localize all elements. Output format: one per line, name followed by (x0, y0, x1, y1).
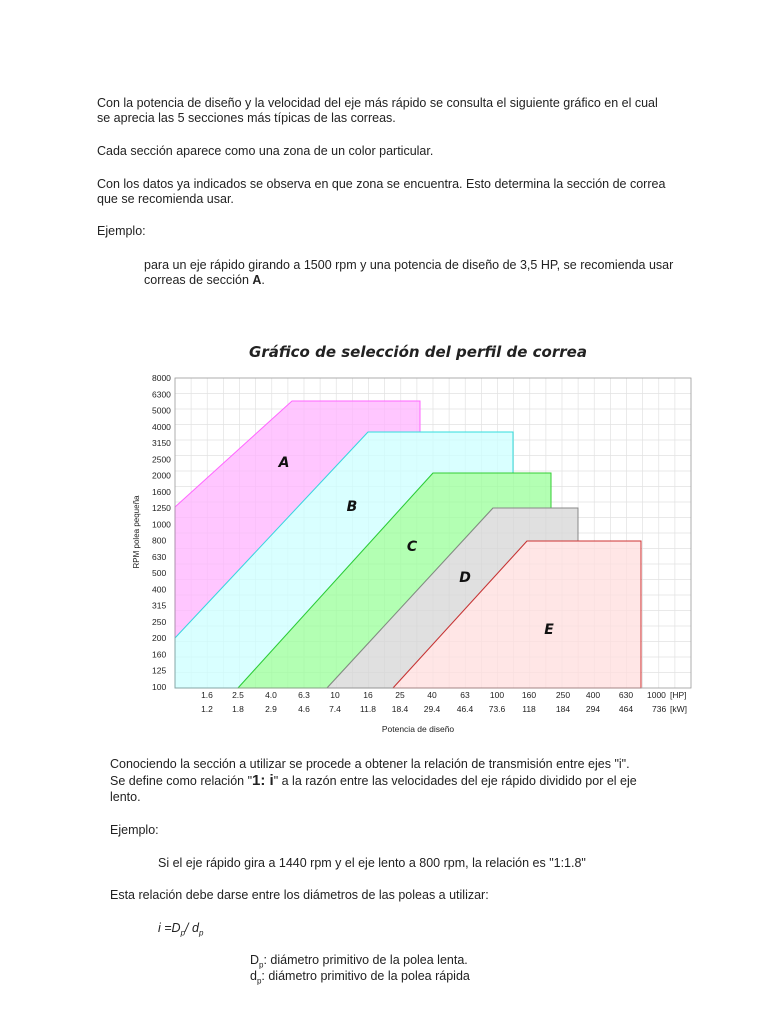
x-tick-label-hp: 40 (427, 690, 437, 700)
y-axis-ticks (152, 373, 171, 692)
y-tick-label: 500 (152, 568, 167, 579)
y-tick-label: 1000 (152, 519, 171, 530)
y-axis-label: RPM polea pequeña (132, 495, 141, 569)
relacion-paragraph-2: Se define como relación "1: i" a la razón entre las velocidades del eje rápido dividido por el eje (110, 772, 637, 789)
y-tick-label: 4000 (152, 421, 171, 432)
x-tick-label-kw: 118 (522, 704, 536, 714)
x-tick-label-kw: 184 (555, 704, 571, 714)
x-axis-ticks (201, 690, 666, 714)
relacion-bold: 1: i (252, 772, 274, 789)
intro-paragraph-3: Con los datos ya indicados se observa en que zona se encuentra. Esto determina la sección de correa que se recomienda usar. (97, 177, 666, 206)
x-tick-label-hp: 1000 (647, 690, 666, 700)
zone-label-d: D (459, 570, 471, 586)
x-tick-label-kw: 464 (618, 704, 634, 714)
y-tick-label: 6300 (152, 389, 171, 400)
formula: $i =D_p/$ $d_p$ (158, 921, 204, 938)
x-tick-label-hp: 100 (489, 690, 505, 700)
y-tick-label: 3150 (152, 438, 171, 449)
relacion-ejemplo-text: Si el eje rápido gira a 1440 rpm y el eje lento a 800 rpm, la relación es "1:1.8" (158, 856, 586, 870)
y-tick-label: 1250 (152, 503, 171, 514)
x-tick-label-kw: 29.4 (423, 704, 441, 714)
x-tick-label-hp: 1.6 (201, 690, 213, 700)
y-tick-label: 125 (152, 665, 167, 676)
x-tick-label-kw: 18.4 (391, 704, 409, 714)
x-tick-label-hp: 25 (395, 690, 405, 700)
y-tick-label: 250 (152, 616, 167, 627)
x-axis-label: Potencia de diseño (381, 724, 455, 734)
relacion-ejemplo-label: Ejemplo: (110, 823, 159, 837)
x-tick-label-kw: 1.2 (201, 704, 213, 714)
zone-label-a: A (278, 455, 290, 471)
intro-paragraph-1: Con la potencia de diseño y la velocidad del eje más rápido se consulta el siguiente gráfico en el cual se aprecia las 5 secciones más típicas de las correas. (97, 96, 658, 125)
y-tick-label: 2000 (152, 470, 171, 481)
x-tick-label-kw: 736 (652, 704, 667, 714)
x-tick-label-kw: 4.6 (298, 704, 310, 714)
definition-2: $d_p$: diámetro primitivo de la polea rápida (250, 969, 470, 986)
x-tick-label-hp: 160 (521, 690, 537, 700)
y-tick-label: 315 (152, 600, 167, 611)
x-tick-label-hp: 630 (618, 690, 634, 700)
y-tick-label: 2500 (152, 454, 171, 465)
x-tick-label-kw: 11.8 (360, 704, 376, 714)
x-unit-kw: [kW] (670, 704, 687, 714)
x-tick-label-hp: 400 (585, 690, 601, 700)
ejemplo-bold-section: A (252, 273, 262, 287)
x-tick-label-kw: 1.8 (232, 704, 244, 714)
x-tick-label-hp: 10 (330, 690, 340, 700)
zone-label-b: B (346, 499, 358, 515)
x-tick-label-kw: 294 (585, 704, 601, 714)
ejemplo-label: Ejemplo: (97, 224, 146, 238)
x-tick-label-kw: 2.9 (265, 704, 277, 714)
chart-zones (175, 401, 641, 688)
relacion-paragraph-1: Conociendo la sección a utilizar se procede a obtener la relación de transmisión entre ejes "i". (110, 757, 630, 771)
y-tick-label: 8000 (152, 373, 171, 383)
definition-1: $D_p$: diámetro primitivo de la polea lenta. (250, 953, 468, 970)
y-tick-label: 800 (152, 535, 167, 546)
x-unit-hp: [HP] (670, 690, 687, 700)
y-tick-label: 400 (152, 584, 167, 595)
ejemplo-text: para un eje rápido girando a 1500 rpm y una potencia de diseño de 3,5 HP, se recomienda usar correas de sección A. (144, 258, 674, 287)
x-tick-label-hp: 6.3 (298, 690, 310, 700)
chart-title: Gráfico de selección del perfil de correa (249, 343, 587, 361)
intro-paragraph-2: Cada sección aparece como una zona de un color particular. (97, 144, 434, 158)
x-tick-label-hp: 2.5 (232, 690, 244, 700)
relacion-paragraph-3: Esta relación debe darse entre los diámetros de las poleas a utilizar: (110, 888, 489, 902)
relacion-paragraph-2-end: lento. (110, 790, 141, 804)
y-tick-label: 100 (152, 682, 167, 692)
x-tick-label-hp: 4.0 (265, 690, 277, 700)
y-tick-label: 1600 (152, 486, 171, 497)
x-tick-label-hp: 250 (555, 690, 571, 700)
zone-label-c: C (406, 539, 418, 555)
x-tick-label-kw: 73.6 (488, 704, 506, 714)
y-tick-label: 200 (152, 633, 167, 644)
y-tick-label: 630 (152, 551, 167, 562)
x-tick-label-kw: 7.4 (329, 704, 341, 714)
x-tick-label-kw: 46.4 (456, 704, 474, 714)
y-tick-label: 160 (152, 649, 167, 660)
x-tick-label-hp: 16 (363, 690, 373, 700)
y-tick-label: 5000 (152, 405, 171, 416)
zone-label-e: E (544, 622, 554, 638)
x-tick-label-hp: 63 (460, 690, 470, 700)
